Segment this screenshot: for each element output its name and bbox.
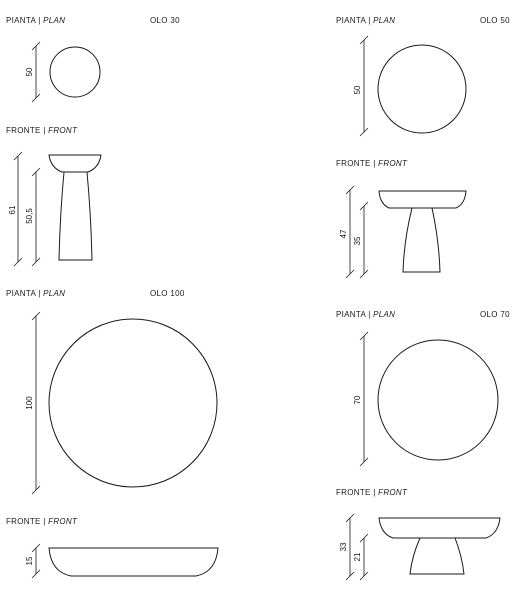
olo100-panel — [6, 289, 218, 578]
olo30-plan-circle — [50, 47, 100, 97]
olo100-model-name: OLO 100 — [150, 289, 185, 298]
svg-text:50: 50 — [25, 67, 34, 77]
olo70-plan-dimension — [353, 332, 368, 466]
olo30-model-name: OLO 30 — [150, 16, 180, 25]
svg-text:61: 61 — [8, 205, 17, 215]
olo50-model-name: OLO 50 — [480, 16, 510, 25]
olo100-front-label: FRONTE | FRONT — [6, 517, 78, 526]
svg-text:100: 100 — [25, 396, 34, 410]
olo100-plan-dimension — [25, 312, 40, 494]
olo100-plan-circle — [49, 319, 217, 487]
olo30-plan-dimension — [25, 42, 40, 102]
olo100-plan-label: PIANTA | PLAN — [6, 289, 66, 298]
olo50-plan-circle — [378, 45, 466, 133]
olo30-front-label: FRONTE | FRONT — [6, 126, 78, 135]
olo70-model-name: OLO 70 — [480, 310, 510, 319]
olo100-front-elevation — [49, 548, 218, 576]
svg-text:15: 15 — [25, 556, 34, 566]
olo70-plan-circle — [378, 340, 498, 460]
olo30-plan-label: PIANTA | PLAN — [6, 16, 66, 25]
olo50-front-dimensions — [339, 186, 368, 278]
olo50-plan-label: PIANTA | PLAN — [336, 16, 396, 25]
olo30-panel — [6, 16, 180, 266]
svg-text:33: 33 — [339, 542, 348, 552]
olo70-panel — [336, 310, 510, 580]
olo30-front-elevation — [49, 155, 101, 260]
olo70-front-label: FRONTE | FRONT — [336, 488, 408, 497]
olo50-front-elevation — [379, 191, 466, 272]
svg-text:50: 50 — [353, 85, 362, 95]
olo50-plan-dimension — [353, 36, 368, 136]
olo100-front-dimensions — [25, 544, 40, 578]
svg-text:35: 35 — [353, 236, 362, 246]
olo50-panel — [336, 16, 510, 278]
svg-text:47: 47 — [339, 229, 348, 239]
svg-text:21: 21 — [353, 552, 362, 562]
olo70-front-elevation — [379, 518, 500, 574]
svg-text:50,5: 50,5 — [25, 208, 34, 224]
olo50-front-label: FRONTE | FRONT — [336, 159, 408, 168]
svg-text:70: 70 — [353, 395, 362, 405]
olo70-front-dimensions — [339, 514, 368, 580]
olo70-plan-label: PIANTA | PLAN — [336, 310, 396, 319]
olo30-front-dimensions — [8, 152, 40, 266]
